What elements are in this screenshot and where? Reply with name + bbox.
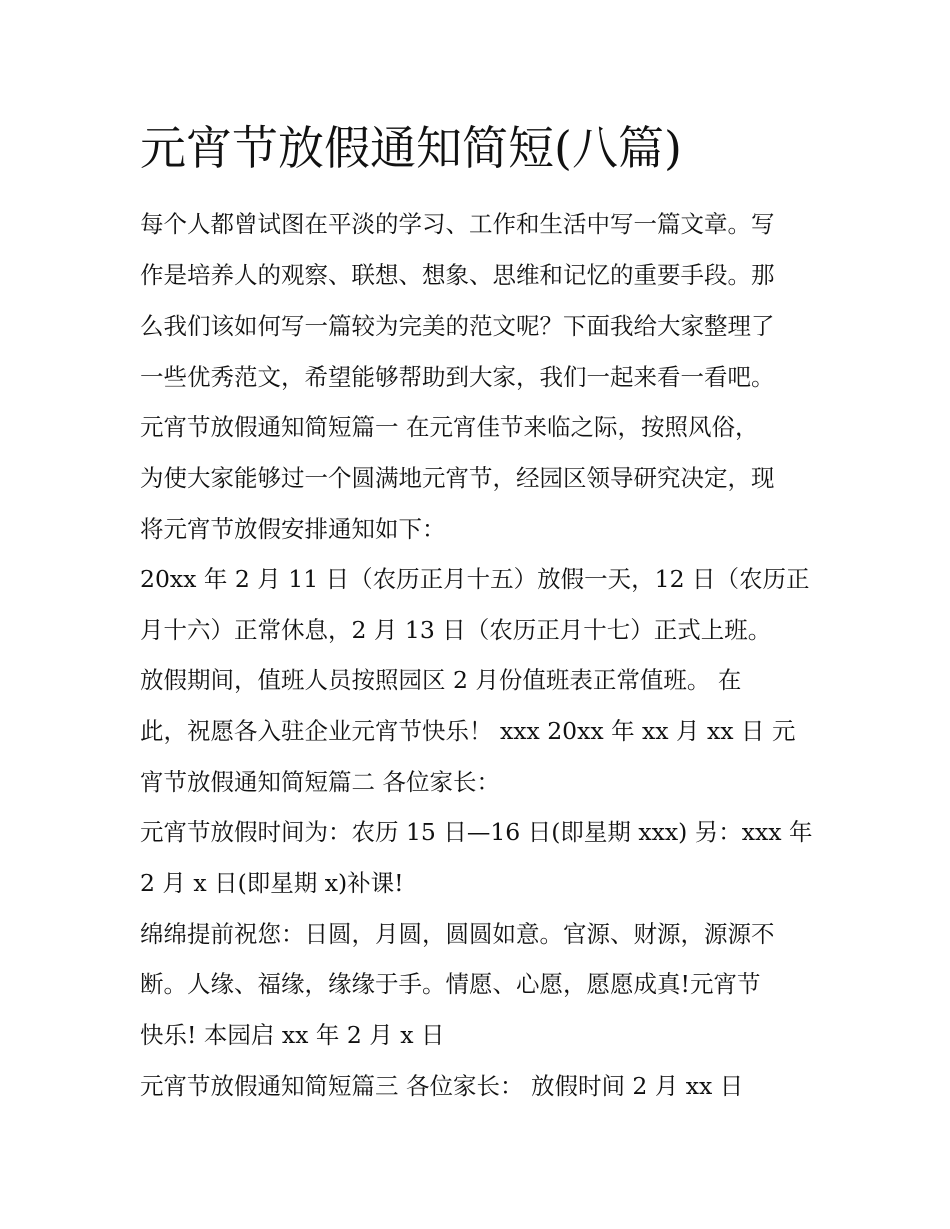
text-line: 元宵节放假时间为：农历 15 日—16 日(即星期 xxx) 另：xxx 年 [140,818,813,846]
text-line: 将元宵节放假安排通知如下： [140,515,446,543]
text-line: 月十六）正常休息，2 月 13 日（农历正月十七）正式上班。 [140,616,772,644]
text-line: 此，祝愿各入驻企业元宵节快乐！ xxx 20xx 年 xx 月 xx 日 元 [140,717,796,745]
text-line: 宵节放假通知简短篇二 各位家长： [140,768,500,796]
text-line: 元宵节放假通知简短篇三 各位家长： 放假时间 2 月 xx 日 [140,1072,744,1100]
text-line: 快乐! 本园启 xx 年 2 月 x 日 [140,1021,445,1049]
text-line: 每个人都曾试图在平淡的学习、工作和生活中写一篇文章。写 [140,210,775,238]
text-line: 2 月 x 日(即星期 x)补课! [140,869,404,897]
page-title: 元宵节放假通知简短(八篇) [140,121,682,175]
text-line: 放假期间，值班人员按照园区 2 月份值班表正常值班。 在 [140,666,742,694]
text-line: 为使大家能够过一个圆满地元宵节，经园区领导研究决定，现 [140,464,775,492]
text-line: 断。人缘、福缘，缘缘于手。情愿、心愿，愿愿成真!元宵节 [140,970,761,998]
text-line: 20xx 年 2 月 11 日（农历正月十五）放假一天，12 日（农历正 [140,565,810,593]
text-line: 元宵节放假通知简短篇一 在元宵佳节来临之际，按照风俗， [140,413,759,441]
text-line: 么我们该如何写一篇较为完美的范文呢？下面我给大家整理了 [140,312,775,340]
text-line: 作是培养人的观察、联想、想象、思维和记忆的重要手段。那 [140,261,775,289]
text-line: 绵绵提前祝您：日圆，月圆，圆圆如意。官源、财源，源源不 [140,920,775,948]
text-line: 一些优秀范文，希望能够帮助到大家，我们一起来看一看吧。 [140,363,775,391]
